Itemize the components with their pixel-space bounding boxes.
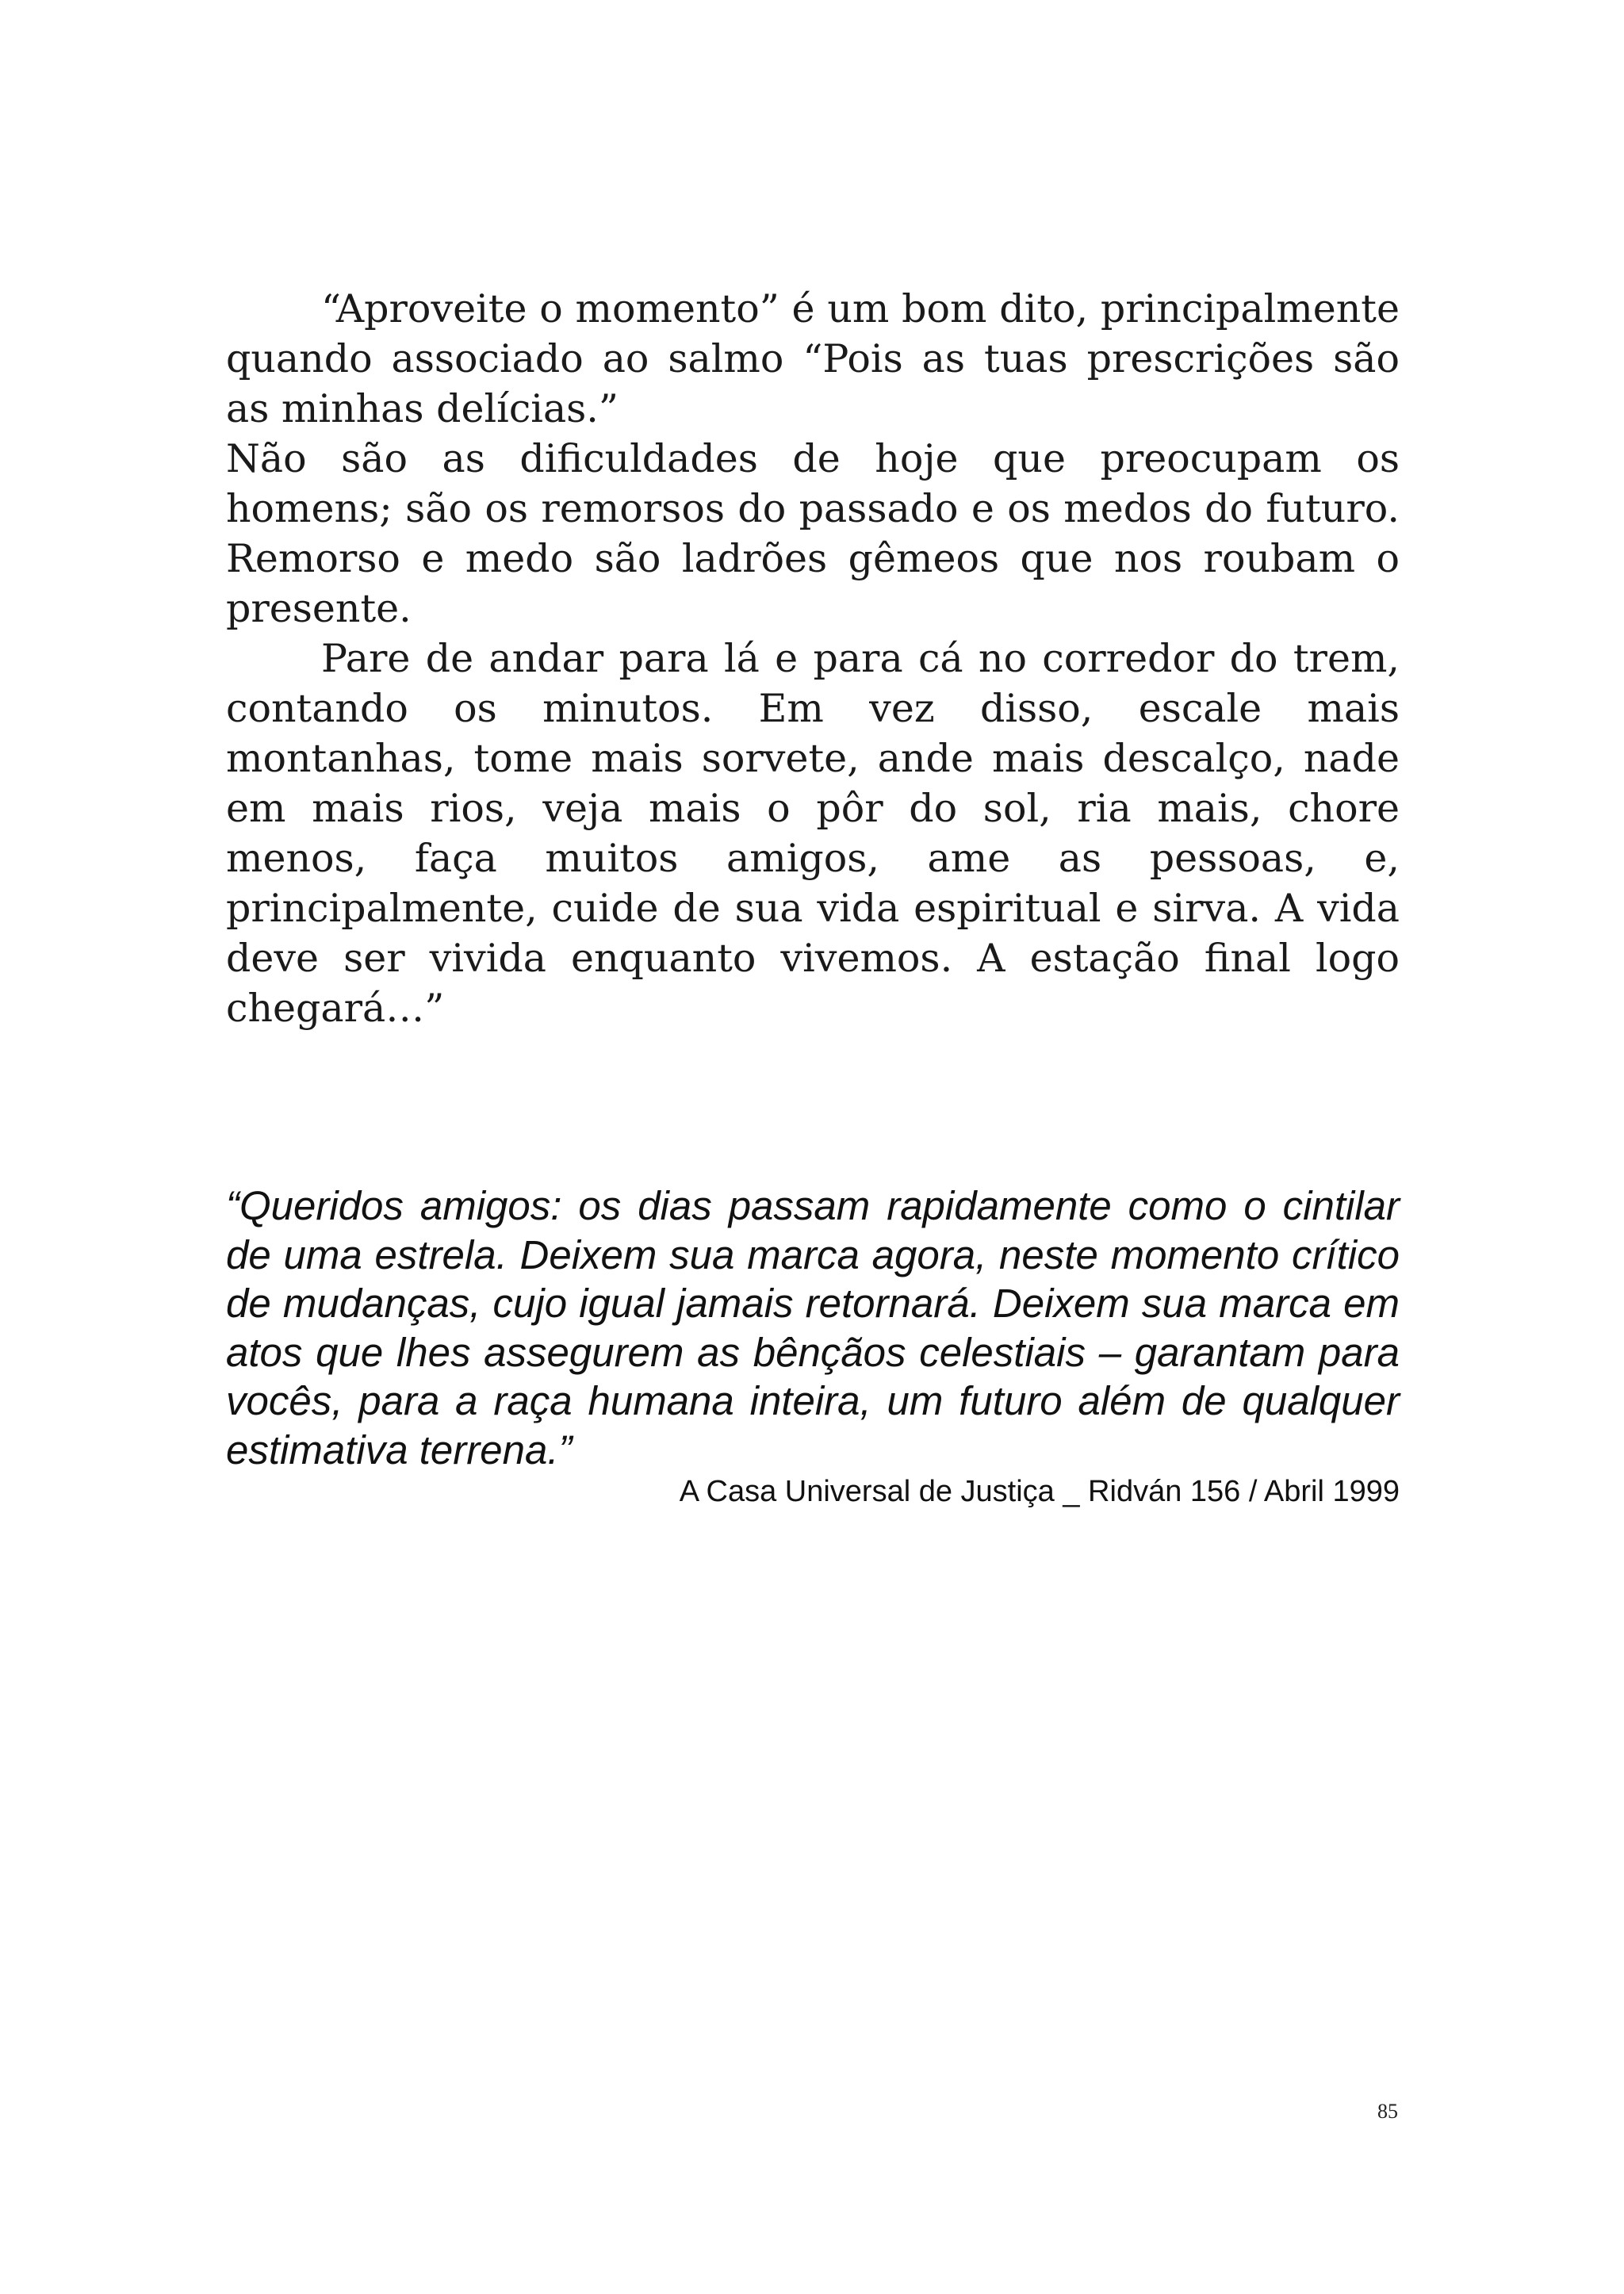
body-paragraph: Não são as dificuldades de hoje que preocupam os homens; são os remorsos do passado e os medos do futuro. Remorso e medo são ladrões gêmeos que nos roubam o presente. [226,436,1400,631]
body-text [226,284,1400,1033]
page-number: 85 [1377,2100,1398,2123]
body-paragraph: “Aproveite o momento” é um bom dito, principalmente quando associado ao salmo “Pois as tuas prescrições são as minhas delícias.” [226,286,1400,431]
quote-attribution: A Casa Universal de Justiça _ Ridván 156 / Abril 1999 [679,1475,1400,1508]
quote-text: “Queridos amigos: os dias passam rapidamente como o cintilar de uma estrela. Deixem sua marca agora, neste momento crítico de mudanças, cujo igual jamais retornará. Deixem sua marca em atos que lhes assegurem as bênçãos celestiais – garantam para vocês, para a raça humana inteira, um futuro além de qualquer estimativa terrena.” [226,1183,1400,1473]
body-paragraph: Pare de andar para lá e para cá no corredor do trem, contando os minutos. Em vez disso, escale mais montanhas, tome mais sorvete, ande mais descalço, nade em mais rios, veja mais o pôr do sol, ria mais, chore menos, faça muitos amigos, ame as pessoas, e, principalmente, cuide de sua vida espiritual e sirva. A vida deve ser vivida enquanto vivemos. A estação final logo chegará…” [226,636,1400,1031]
